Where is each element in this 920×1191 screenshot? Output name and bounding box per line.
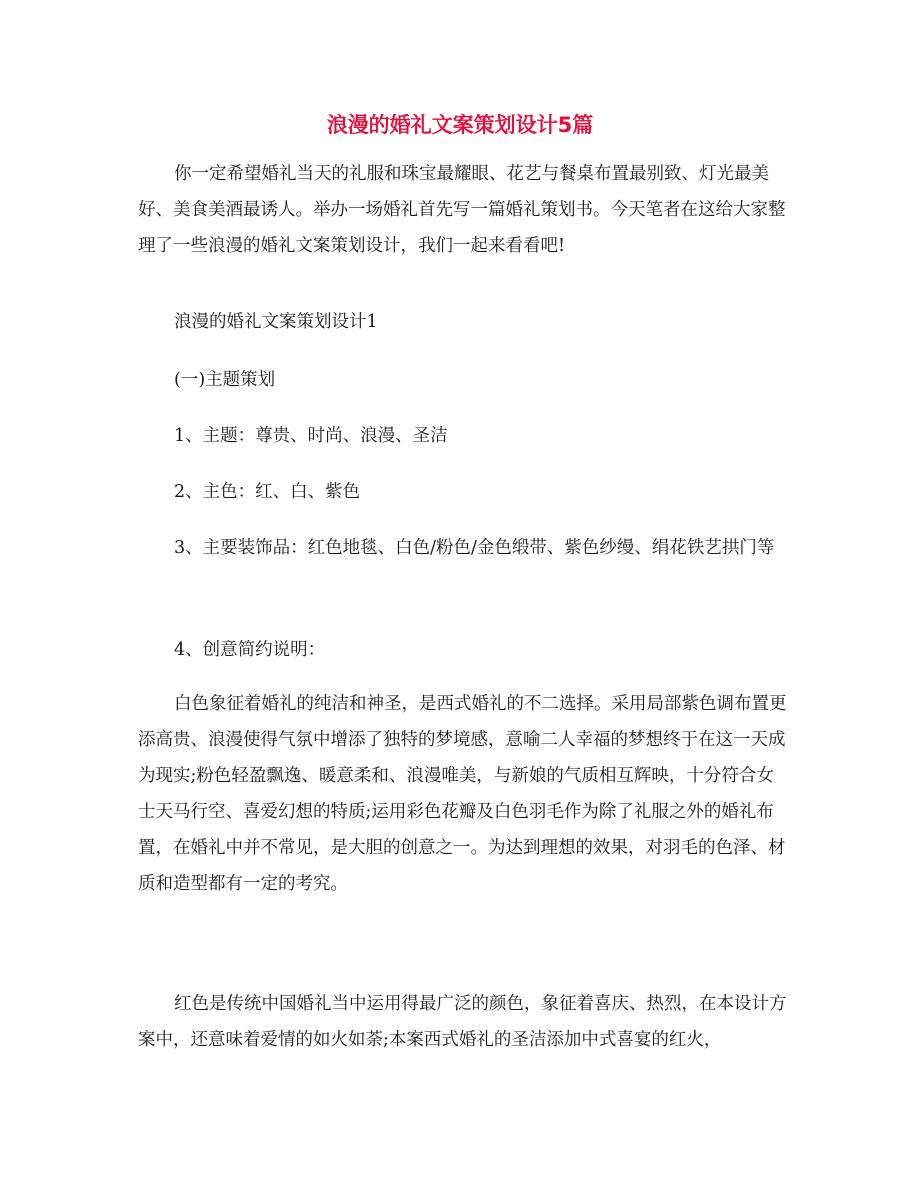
intro-paragraph: 你一定希望婚礼当天的礼服和珠宝最耀眼、花艺与餐桌布置最别致、灯光最美好、美食美酒最诱人。举办一场婚礼首先写一篇婚礼策划书。今天笔者在这给大家整理了一些浪漫的婚礼文案策划设计，我们一起来看看吧! <box>138 164 786 256</box>
paragraph-white: 白色象征着婚礼的纯洁和神圣，是西式婚礼的不二选择。采用局部紫色调布置更添高贵、浪漫使得气氛中增添了独特的梦境感，意喻二人幸福的梦想终于在这一天成为现实;粉色轻盈飘逸、暖意柔和、浪漫唯美，与新娘的气质相互辉映，十分符合女士天马行空、喜爱幻想的特质;运用彩色花瓣及白色羽毛作为除了礼服之外的婚礼布置，在婚礼中并不常见，是大胆的创意之一。为达到理想的效果，对羽毛的色泽、材质和造型都有一定的考究。 <box>138 694 787 894</box>
list-item-decorations: 3、主要装饰品：红色地毯、白色/粉色/金色缎带、紫色纱缦、绢花铁艺拱门等 <box>174 538 775 558</box>
list-item-theme: 1、主题：尊贵、时尚、浪漫、圣洁 <box>174 426 448 446</box>
list-item-colors: 2、主色：红、白、紫色 <box>174 482 361 502</box>
sub-heading: (一)主题策划 <box>174 370 276 390</box>
section-heading: 浪漫的婚礼文案策划设计1 <box>174 312 378 332</box>
list-item-concept: 4、创意简约说明： <box>174 640 326 660</box>
page-title: 浪漫的婚礼文案策划设计5篇 <box>326 113 594 137</box>
paragraph-red: 红色是传统中国婚礼当中运用得最广泛的颜色，象征着喜庆、热烈，在本设计方案中，还意味着爱情的如火如荼;本案西式婚礼的圣洁添加中式喜宴的红火， <box>138 994 787 1050</box>
